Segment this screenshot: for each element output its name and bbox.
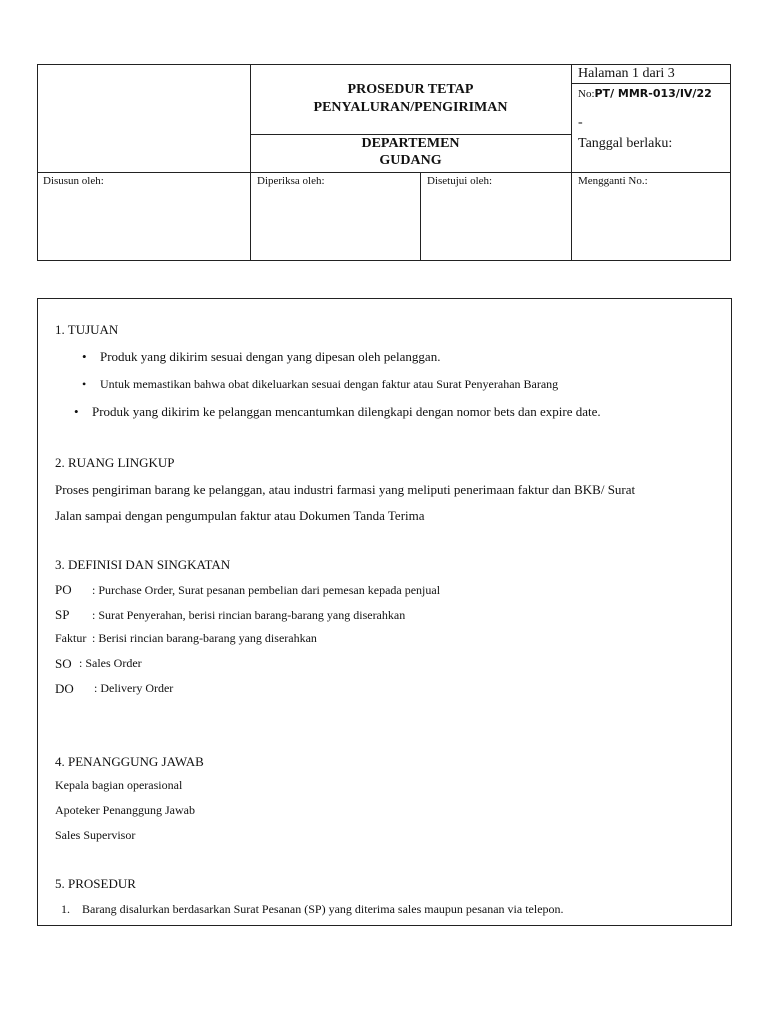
doc-number: No:PT/ MMR-013/IV/22 (578, 87, 712, 100)
prepared-by: Disusun oleh: (43, 175, 104, 187)
list-item: • Produk yang dikirim ke pelanggan mencantumkan dilengkapi dengan nomor bets dan expire date. (92, 404, 601, 420)
page-info: Halaman 1 dari 3 (578, 66, 675, 81)
checked-by: Diperiksa oleh: (257, 175, 325, 187)
list-item: Sales Supervisor (55, 828, 136, 842)
definition-text: : Berisi rincian barang-barang yang diserahkan (92, 631, 317, 645)
procedure-number: 1. (61, 902, 70, 916)
definition-term: SO (55, 656, 72, 671)
scope-text-line-2: Jalan sampai dengan pengumpulan faktur atau Dokumen Tanda Terima (55, 508, 425, 523)
definition-term: SP (55, 607, 70, 622)
definition-text: : Delivery Order (94, 681, 174, 695)
section-heading-prosedur: 5. PROSEDUR (55, 876, 136, 891)
definition-term: Faktur (55, 631, 87, 645)
department-label: DEPARTEMEN (361, 136, 460, 151)
definition-text: : Surat Penyerahan, berisi rincian barang-barang yang diserahkan (92, 608, 406, 622)
section-heading-ruang-lingkup: 2. RUANG LINGKUP (55, 455, 175, 470)
doc-title: PROSEDUR TETAP (347, 82, 474, 97)
effective-date: Tanggal berlaku: (578, 136, 673, 151)
definition-term: DO (55, 681, 74, 696)
list-item: • Produk yang dikirim sesuai dengan yang dipesan oleh pelanggan. (100, 349, 440, 365)
definition-text: : Purchase Order, Surat pesanan pembelian dari pemesan kepada penjual (92, 583, 441, 597)
list-item: Apoteker Penanggung Jawab (55, 803, 195, 817)
dash: - (578, 115, 583, 130)
header-table (37, 64, 731, 261)
list-item: Kepala bagian operasional (55, 778, 183, 792)
procedure-step: Barang disalurkan berdasarkan Surat Pesanan (SP) yang diterima sales maupun pesanan via telepon. (82, 902, 564, 916)
approved-by: Disetujui oleh: (427, 175, 493, 187)
department-name: GUDANG (379, 153, 442, 168)
list-item: • Untuk memastikan bahwa obat dikeluarkan sesuai dengan faktur atau Surat Penyerahan Barang (100, 377, 558, 392)
scope-text-line-1: Proses pengiriman barang ke pelanggan, atau industri farmasi yang meliputi penerimaan faktur dan BKB/ Surat (55, 482, 636, 497)
doc-subtitle: PENYALURAN/PENGIRIMAN (313, 100, 508, 115)
section-heading-penanggung-jawab: 4. PENANGGUNG JAWAB (55, 754, 204, 769)
replaces-no: Mengganti No.: (578, 175, 648, 187)
section-heading-definisi: 3. DEFINISI DAN SINGKATAN (55, 557, 231, 572)
definition-text: : Sales Order (79, 656, 142, 670)
section-heading-tujuan: 1. TUJUAN (55, 322, 119, 337)
definition-term: PO (55, 582, 72, 597)
